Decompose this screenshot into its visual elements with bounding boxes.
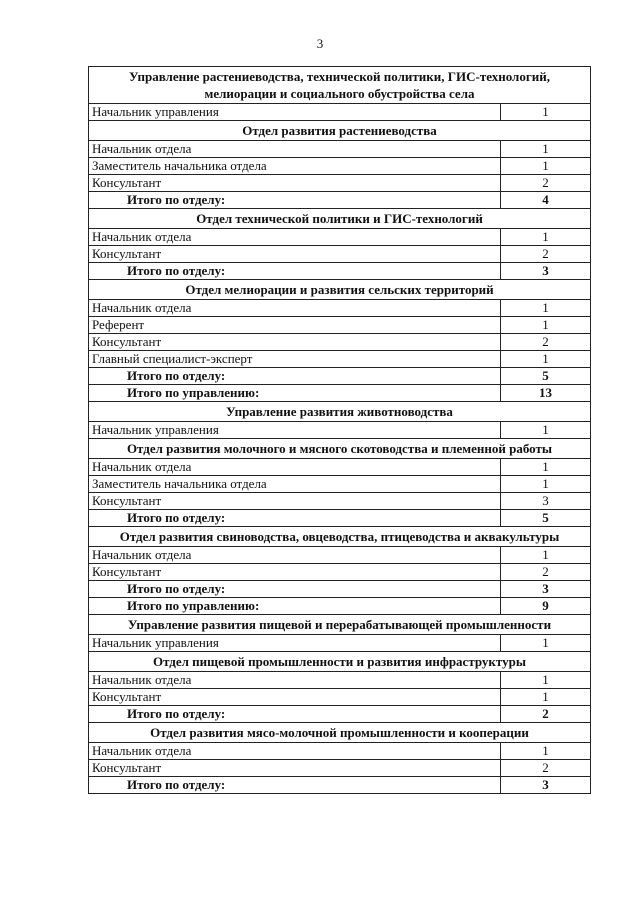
section-heading: Отдел развития молочного и мясного скотоводства и племенной работы bbox=[89, 439, 591, 459]
position-count: 2 bbox=[501, 246, 591, 263]
position-row bbox=[89, 229, 591, 246]
total-count: 3 bbox=[501, 777, 591, 794]
section-heading: Отдел технической политики и ГИС-технологий bbox=[89, 209, 591, 229]
staffing-table-body bbox=[89, 67, 591, 794]
position-title: Начальник отдела bbox=[89, 300, 501, 317]
position-count: 1 bbox=[501, 743, 591, 760]
total-count: 9 bbox=[501, 598, 591, 615]
position-row bbox=[89, 422, 591, 439]
position-count: 2 bbox=[501, 760, 591, 777]
position-title: Начальник отдела bbox=[89, 459, 501, 476]
section-heading-row bbox=[89, 615, 591, 635]
total-count: 13 bbox=[501, 385, 591, 402]
position-row bbox=[89, 175, 591, 192]
position-count: 1 bbox=[501, 422, 591, 439]
position-count: 1 bbox=[501, 300, 591, 317]
total-label: Итого по управлению: bbox=[89, 598, 501, 615]
position-row bbox=[89, 141, 591, 158]
total-row bbox=[89, 510, 591, 527]
position-count: 1 bbox=[501, 689, 591, 706]
section-heading-row bbox=[89, 439, 591, 459]
position-row bbox=[89, 564, 591, 581]
position-title: Заместитель начальника отдела bbox=[89, 158, 501, 175]
section-heading-row bbox=[89, 402, 591, 422]
position-title: Консультант bbox=[89, 564, 501, 581]
total-label: Итого по отделу: bbox=[89, 706, 501, 723]
total-count: 3 bbox=[501, 263, 591, 280]
section-heading: Отдел мелиорации и развития сельских территорий bbox=[89, 280, 591, 300]
total-count: 3 bbox=[501, 581, 591, 598]
position-count: 1 bbox=[501, 672, 591, 689]
position-row bbox=[89, 547, 591, 564]
position-count: 1 bbox=[501, 351, 591, 368]
position-count: 1 bbox=[501, 547, 591, 564]
position-row bbox=[89, 351, 591, 368]
total-label: Итого по отделу: bbox=[89, 192, 501, 209]
section-heading: Управление развития пищевой и перерабатывающей промышленности bbox=[89, 615, 591, 635]
position-count: 1 bbox=[501, 317, 591, 334]
total-count: 2 bbox=[501, 706, 591, 723]
total-label: Итого по управлению: bbox=[89, 385, 501, 402]
position-count: 1 bbox=[501, 158, 591, 175]
section-heading-row bbox=[89, 723, 591, 743]
total-count: 4 bbox=[501, 192, 591, 209]
total-count: 5 bbox=[501, 368, 591, 385]
position-row bbox=[89, 334, 591, 351]
position-row bbox=[89, 104, 591, 121]
position-row bbox=[89, 459, 591, 476]
position-row bbox=[89, 493, 591, 510]
position-row bbox=[89, 635, 591, 652]
position-count: 3 bbox=[501, 493, 591, 510]
position-title: Консультант bbox=[89, 334, 501, 351]
position-title: Начальник отдела bbox=[89, 743, 501, 760]
position-title: Начальник отдела bbox=[89, 141, 501, 158]
total-label: Итого по отделу: bbox=[89, 368, 501, 385]
total-row bbox=[89, 368, 591, 385]
position-count: 1 bbox=[501, 229, 591, 246]
position-row bbox=[89, 743, 591, 760]
section-heading-row bbox=[89, 652, 591, 672]
section-heading-row bbox=[89, 121, 591, 141]
position-row bbox=[89, 476, 591, 493]
position-title: Консультант bbox=[89, 246, 501, 263]
position-row bbox=[89, 689, 591, 706]
total-row bbox=[89, 192, 591, 209]
position-title: Консультант bbox=[89, 760, 501, 777]
total-row bbox=[89, 777, 591, 794]
section-heading-row bbox=[89, 527, 591, 547]
total-row bbox=[89, 581, 591, 598]
total-label: Итого по отделу: bbox=[89, 263, 501, 280]
position-count: 1 bbox=[501, 635, 591, 652]
section-heading: Отдел развития растениеводства bbox=[89, 121, 591, 141]
total-row bbox=[89, 263, 591, 280]
position-count: 1 bbox=[501, 141, 591, 158]
position-title: Начальник управления bbox=[89, 422, 501, 439]
position-count: 1 bbox=[501, 476, 591, 493]
position-row bbox=[89, 672, 591, 689]
position-row bbox=[89, 300, 591, 317]
position-count: 2 bbox=[501, 564, 591, 581]
position-title: Консультант bbox=[89, 175, 501, 192]
total-row bbox=[89, 385, 591, 402]
section-heading: Управление растениеводства, технической политики, ГИС-технологий, мелиорации и социального обустройства села bbox=[89, 67, 591, 104]
page-number: 3 bbox=[316, 36, 324, 51]
section-heading: Отдел развития свиноводства, овцеводства, птицеводства и аквакультуры bbox=[89, 527, 591, 547]
position-count: 2 bbox=[501, 334, 591, 351]
section-heading-row bbox=[89, 280, 591, 300]
position-count: 2 bbox=[501, 175, 591, 192]
total-row bbox=[89, 706, 591, 723]
position-count: 1 bbox=[501, 459, 591, 476]
total-label: Итого по отделу: bbox=[89, 777, 501, 794]
section-heading-row bbox=[89, 209, 591, 229]
section-heading: Управление развития животноводства bbox=[89, 402, 591, 422]
position-title: Главный специалист-эксперт bbox=[89, 351, 501, 368]
staffing-table bbox=[88, 66, 591, 794]
position-title: Начальник отдела bbox=[89, 229, 501, 246]
position-title: Референт bbox=[89, 317, 501, 334]
position-title: Начальник отдела bbox=[89, 672, 501, 689]
position-title: Консультант bbox=[89, 493, 501, 510]
position-row bbox=[89, 760, 591, 777]
position-row bbox=[89, 246, 591, 263]
position-title: Консультант bbox=[89, 689, 501, 706]
position-title: Начальник отдела bbox=[89, 547, 501, 564]
position-title: Начальник управления bbox=[89, 635, 501, 652]
section-heading-row bbox=[89, 67, 591, 104]
section-heading: Отдел развития мясо-молочной промышленности и кооперации bbox=[89, 723, 591, 743]
section-heading: Отдел пищевой промышленности и развития инфраструктуры bbox=[89, 652, 591, 672]
position-title: Заместитель начальника отдела bbox=[89, 476, 501, 493]
position-title: Начальник управления bbox=[89, 104, 501, 121]
position-count: 1 bbox=[501, 104, 591, 121]
total-count: 5 bbox=[501, 510, 591, 527]
total-label: Итого по отделу: bbox=[89, 510, 501, 527]
position-row bbox=[89, 158, 591, 175]
total-row bbox=[89, 598, 591, 615]
total-label: Итого по отделу: bbox=[89, 581, 501, 598]
position-row bbox=[89, 317, 591, 334]
